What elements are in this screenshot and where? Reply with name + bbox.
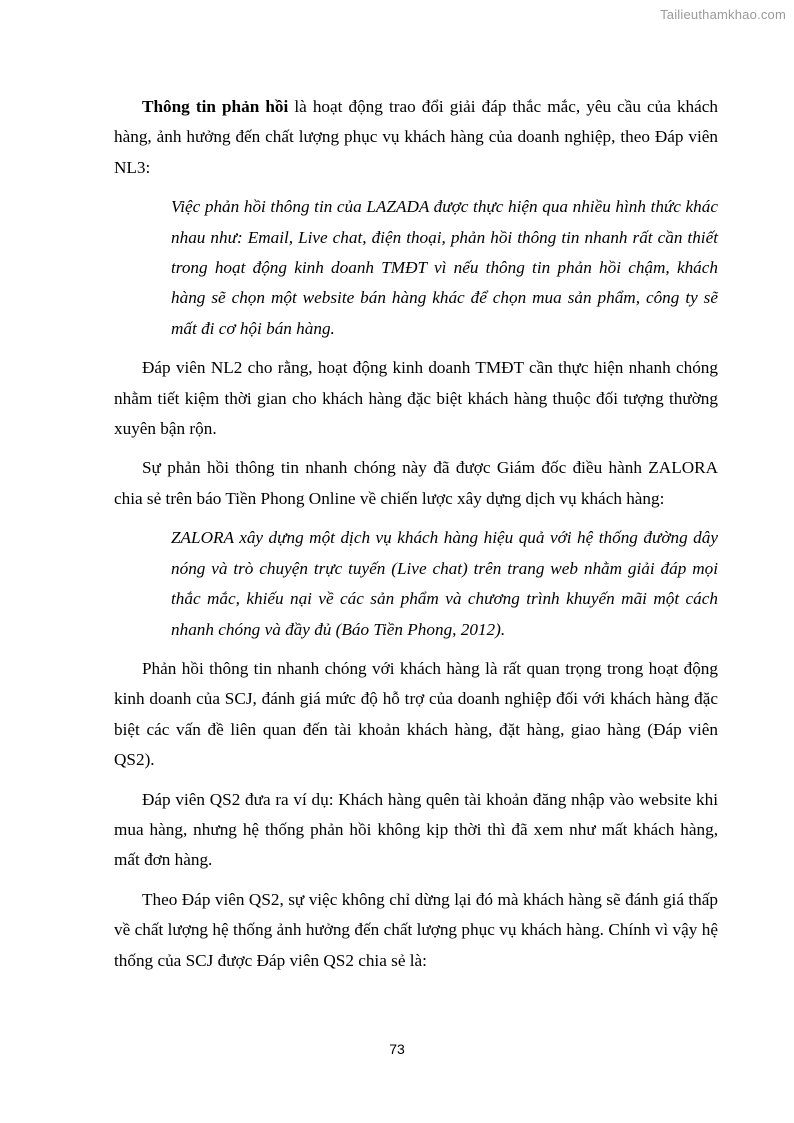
paragraph-qs2-example: Đáp viên QS2 đưa ra ví dụ: Khách hàng quên tài khoản đăng nhập vào website khi mua hàng, nhưng hệ thống phản hồi không kịp thời thì đã xem như mất khách hàng, mất đơn hàng. xyxy=(114,789,718,870)
quote-lazada: Việc phản hồi thông tin của LAZADA được thực hiện qua nhiều hình thức khác nhau như: Email, Live chat, điện thoại, phản hồi thông tin nhanh rất cần thiết trong hoạt động kinh doanh TMĐT vì nếu thông tin phản hồi chậm, khách hàng sẽ chọn một website bán hàng khác để chọn mua sản phẩm, công ty sẽ mất đi cơ hội bán hàng. xyxy=(171,197,718,338)
document-body xyxy=(114,92,718,985)
paragraph-feedback-definition xyxy=(114,92,718,183)
watermark-text: Tailieuthamkhao.com xyxy=(660,7,786,22)
page-number: 73 xyxy=(389,1041,405,1057)
paragraph-text: là hoạt động trao đổi giải đáp thắc mắc, yêu cầu của khách hàng, ảnh hưởng đến chất lượng phục vụ khách hàng của doanh nghiệp, theo Đáp viên NL3: xyxy=(114,97,719,177)
paragraph-nl2: Đáp viên NL2 cho rằng, hoạt động kinh doanh TMĐT cần thực hiện nhanh chóng nhằm tiết kiệm thời gian cho khách hàng đặc biệt khách hàng thuộc đối tượng thường xuyên bận rộn. xyxy=(114,358,718,439)
paragraph-zalora-intro: Sự phản hồi thông tin nhanh chóng này đã được Giám đốc điều hành ZALORA chia sẻ trên báo Tiền Phong Online về chiến lược xây dựng dịch vụ khách hàng: xyxy=(114,458,718,508)
quote-zalora: ZALORA xây dựng một dịch vụ khách hàng hiệu quả với hệ thống đường dây nóng và trò chuyện trực tuyến (Live chat) trên trang web nhằm giải đáp mọi thắc mắc, khiếu nại về các sản phẩm và chương trình khuyến mãi một cách nhanh chóng và đầy đủ (Báo Tiền Phong, 2012). xyxy=(171,528,718,639)
paragraph-qs2-conclusion: Theo Đáp viên QS2, sự việc không chỉ dừng lại đó mà khách hàng sẽ đánh giá thấp về chất lượng hệ thống ảnh hưởng đến chất lượng phục vụ khách hàng. Chính vì vậy hệ thống của SCJ được Đáp viên QS2 chia sẻ là: xyxy=(114,889,718,970)
paragraph-scj: Phản hồi thông tin nhanh chóng với khách hàng là rất quan trọng trong hoạt động kinh doanh của SCJ, đánh giá mức độ hỗ trợ của doanh nghiệp đối với khách hàng đặc biệt các vấn đề liên quan đến tài khoản khách hàng, đặt hàng, giao hàng (Đáp viên QS2). xyxy=(114,658,718,770)
term-bold: Thông tin phản hồi xyxy=(142,97,289,116)
